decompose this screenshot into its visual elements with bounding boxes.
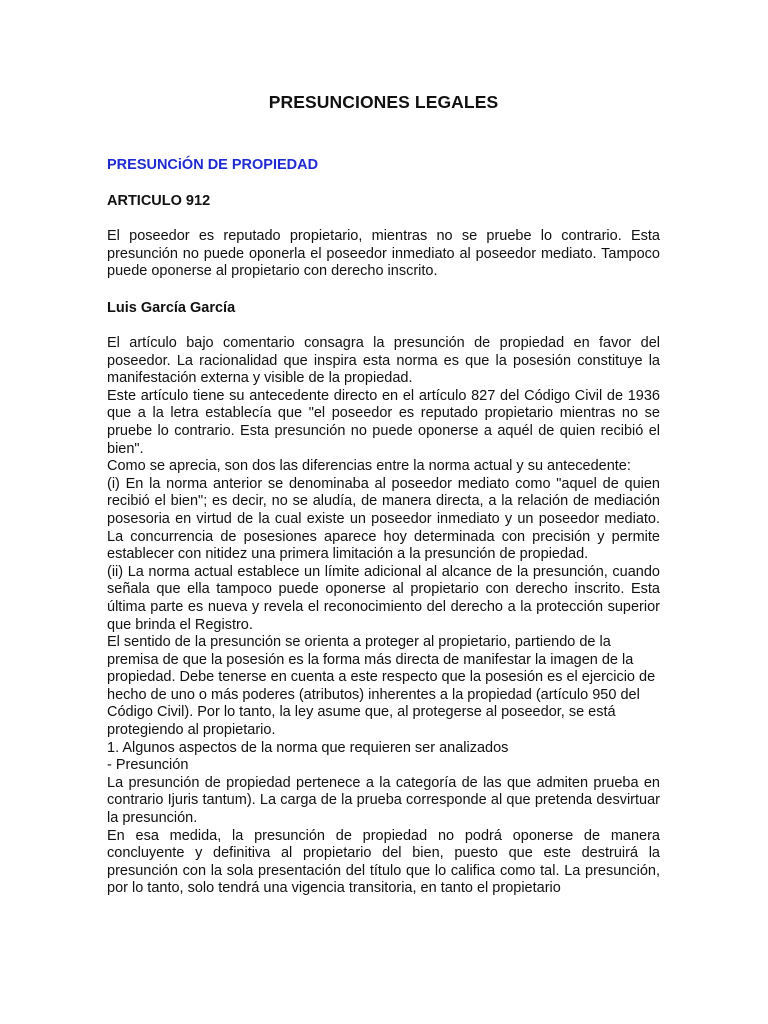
author-name: Luis García García <box>107 300 236 316</box>
paragraph: Este artículo tiene su antecedente directo en el artículo 827 del Código Civil de 1936 que a la letra establecía que "el poseedor es reputado propietario mientras no se pruebe lo contrario. Esta presunción no puede oponerse a aquél de quien recibió el bien". <box>107 387 660 457</box>
article-text: El poseedor es reputado propietario, mientras no se pruebe lo contrario. Esta presunción no puede oponerla el poseedor inmediato al poseedor mediato. Tampoco puede oponerse al propietario con derecho inscrito. <box>107 228 660 280</box>
article-heading: ARTICULO 912 <box>107 193 211 209</box>
paragraph: En esa medida, la presunción de propiedad no podrá oponerse de manera concluyente y definitiva al propietario del bien, puesto que este destruirá la presunción con la sola presentación del título que lo califica como tal. La presunción, por lo tanto, solo tendrá una vigencia transitoria, en tanto el propietario <box>107 827 660 897</box>
section-title: PRESUNCiÓN DE PROPIEDAD <box>107 157 319 173</box>
paragraph: 1. Algunos aspectos de la norma que requieren ser analizados <box>107 739 509 756</box>
paragraph: La presunción de propiedad pertenece a la categoría de las que admiten prueba en contrario Ijuris tantum). La carga de la prueba corresponde al que pretenda desvirtuar la presunción. <box>107 774 660 827</box>
paragraph: - Presunción <box>107 757 189 774</box>
paragraph: (i) En la norma anterior se denominaba al poseedor mediato como "aquel de quien recibió el bien"; es decir, no se aludía, de manera directa, a la relación de mediación posesoria en virtud de la cual existe un poseedor inmediato y un poseedor mediato. La concurrencia de posesiones aparece hoy determinada con precisión y permite establecer con nitidez una primera limitación a la presunción de propiedad. <box>107 475 660 563</box>
paragraph: El sentido de la presunción se orienta a proteger al propietario, partiendo de la premisa de que la posesión es la forma más directa de manifestar la imagen de la propiedad. Debe tenerse en cuenta a este respecto que la posesión es el ejercicio de hecho de uno o más poderes (atributos) inherentes a la propiedad (artículo 950 del Código Civil). Por lo tanto, la ley asume que, al protegerse al poseedor, se está protegiendo al propietario. <box>107 634 656 739</box>
paragraph: El artículo bajo comentario consagra la presunción de propiedad en favor del poseedor. La racionalidad que inspira esta norma es que la posesión constituye la manifestación externa y visible de la propiedad. <box>107 335 660 387</box>
paragraph: Como se aprecia, son dos las diferencias entre la norma actual y su antecedente: <box>107 458 631 475</box>
paragraph: (ii) La norma actual establece un límite adicional al alcance de la presunción, cuando señala que ella tampoco puede oponerse al propietario con derecho inscrito. Esta última parte es nueva y revela el reconocimiento del derecho a la protección superior que brinda el Registro. <box>107 563 660 633</box>
commentary-body <box>107 335 660 898</box>
document-title: PRESUNCIONES LEGALES <box>268 92 499 112</box>
